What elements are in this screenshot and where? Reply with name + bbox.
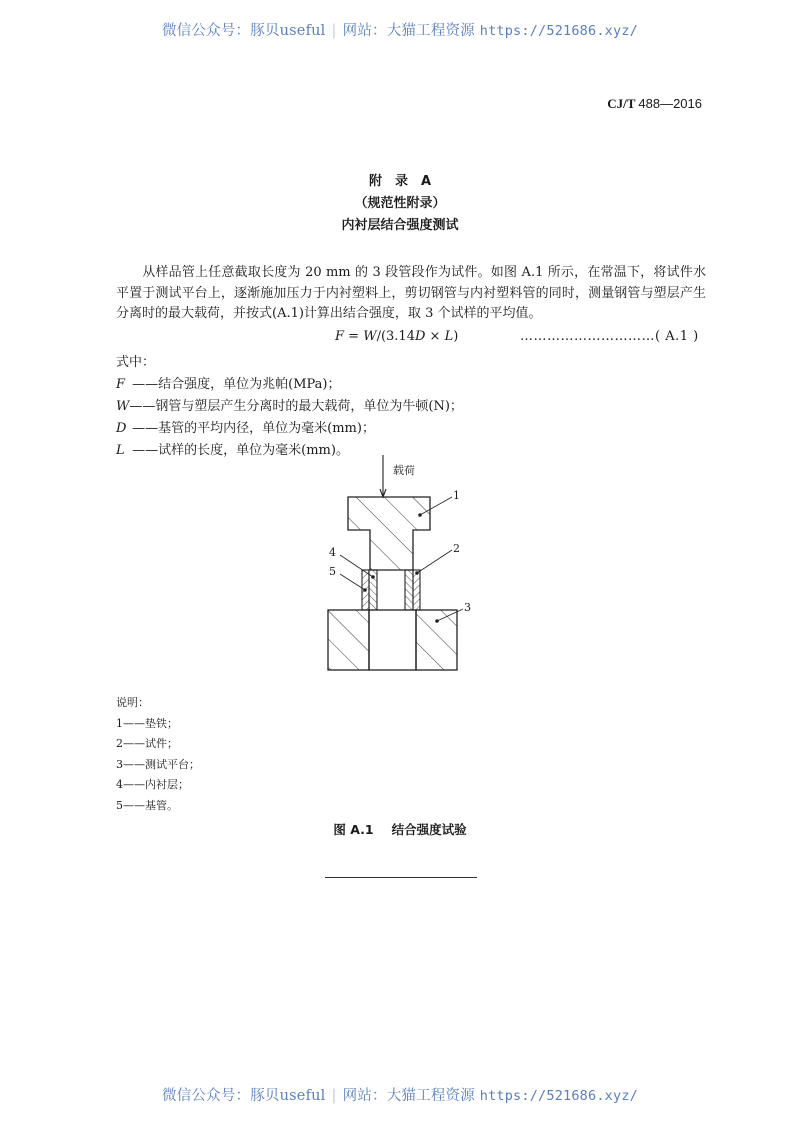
caption-number: 图 A.1 xyxy=(333,822,374,837)
specimen-right-wall xyxy=(405,570,420,610)
formula-f: F xyxy=(335,329,345,344)
formula-l: L xyxy=(444,329,454,344)
formula-equals: = xyxy=(344,329,364,344)
legend-text: ——基管。 xyxy=(123,798,178,812)
formula-number: …………………………( A.1 ) xyxy=(520,329,699,344)
load-label: 载荷 xyxy=(393,464,415,477)
watermark-url-link[interactable]: https://521686.xyz/ xyxy=(479,23,638,39)
legend-item xyxy=(116,755,200,776)
legend-text: ——内衬层； xyxy=(123,778,189,791)
watermark-separator: | xyxy=(331,1088,337,1104)
variable-description: 结合强度，单位为兆帕(MPa)； xyxy=(158,377,341,392)
watermark-site: 网站：大猫工程资源 xyxy=(342,23,475,39)
paragraph-text: 从样品管上任意截取长度为 20 mm 的 3 段管段作为试件。如图 A.1 所示，在常温下，将试件水平置于测试平台上，逐渐施加压力于内衬塑料上，剪切钢管与内衬塑料管的同时，测量钢管与塑层产生分离时的最大载荷，并按式(A.1)计算出结合强度，取 3 个试样的平均值。 xyxy=(116,265,706,321)
watermark-wechat: 微信公众号：豚贝useful xyxy=(162,1088,326,1104)
annex-type: （规范性附录） xyxy=(354,196,446,211)
watermark-bottom xyxy=(0,1084,800,1105)
where-label: 式中： xyxy=(116,355,156,370)
load-arrow-icon xyxy=(380,455,386,497)
variable-description: 试样的长度，单位为毫米(mm)。 xyxy=(158,443,349,458)
formula-w: W xyxy=(363,329,377,344)
variable-symbol: L xyxy=(116,443,125,458)
figure-legend xyxy=(116,693,200,816)
watermark-separator: | xyxy=(331,23,337,39)
variable-symbol: D xyxy=(116,421,127,436)
watermark-wechat: 微信公众号：豚贝useful xyxy=(162,23,326,39)
callout-2: 2 xyxy=(453,542,460,555)
variable-dash: —— xyxy=(128,377,159,392)
callout-1: 1 xyxy=(453,489,460,502)
variable-dash: —— xyxy=(128,421,159,436)
variable-dash: —— xyxy=(128,443,159,458)
legend-title: 说明： xyxy=(116,696,149,709)
legend-item xyxy=(116,734,200,755)
callout-4: 4 xyxy=(329,546,336,559)
caption-title: 结合强度试验 xyxy=(391,822,467,837)
standard-prefix: CJ/T xyxy=(607,96,636,111)
legend-text: ——垫铁； xyxy=(123,716,178,730)
spacer-block xyxy=(348,497,430,570)
variable-symbol: W xyxy=(116,399,130,414)
end-of-annex-rule xyxy=(325,877,477,878)
variable-dash: —— xyxy=(129,399,156,414)
legend-number: 3 xyxy=(116,757,123,771)
variable-description: 钢管与塑层产生分离时的最大载荷，单位为牛顿(N)； xyxy=(155,399,463,414)
legend-item xyxy=(116,796,200,817)
test-platform xyxy=(328,610,457,670)
standard-number: 488—2016 xyxy=(638,96,702,111)
figure-caption xyxy=(0,820,800,838)
callout-5: 5 xyxy=(329,565,336,578)
formula-d: D xyxy=(414,329,426,344)
callout-3: 3 xyxy=(464,601,471,614)
watermark-site: 网站：大猫工程资源 xyxy=(342,1088,475,1104)
legend-number: 2 xyxy=(116,737,123,750)
legend-item xyxy=(116,775,200,796)
variable-description: 基管的平均内径，单位为毫米(mm)； xyxy=(158,421,375,436)
formula-close: ) xyxy=(453,329,459,344)
formula-divisor-open: /(3.14 xyxy=(376,329,415,344)
watermark-url-link[interactable]: https://521686.xyz/ xyxy=(479,1088,638,1104)
variable-symbol: F xyxy=(116,377,126,392)
legend-number: 5 xyxy=(116,798,123,812)
legend-number: 4 xyxy=(116,778,123,791)
annex-title: 附 录 A xyxy=(368,174,432,189)
annex-subject: 内衬层结合强度测试 xyxy=(341,218,459,233)
legend-text: ——试件； xyxy=(123,737,178,750)
formula-times: × xyxy=(425,329,445,344)
legend-item xyxy=(116,714,200,735)
legend-number: 1 xyxy=(116,716,123,730)
legend-text: ——测试平台； xyxy=(123,757,200,771)
